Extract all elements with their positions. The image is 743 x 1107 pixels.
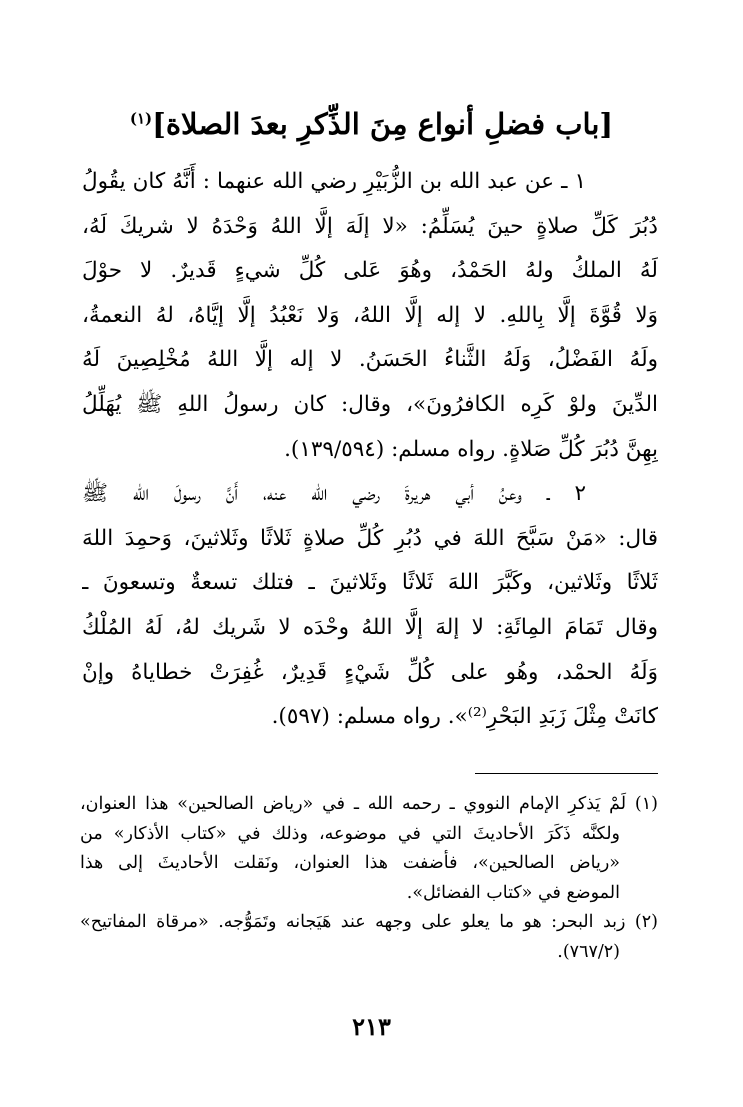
hadith-1-line-3: لَهُ الملكُ ولهُ الحَمْدُ، وهُوَ عَلى كُلِّ شيءٍ قَديرٌ. لا حوْلَ: [82, 258, 658, 284]
footnotes: [80, 790, 658, 967]
main-text: [82, 160, 658, 740]
footnote-1-line-1: (١) لَمْ يَذكرِ الإمام النووي ـ رحمه الله ـ في «رياض الصالحين» هذا العنوان،: [80, 794, 658, 814]
footnote-divider: [475, 773, 658, 774]
hadith-1-line-7: بِهِنَّ دُبُرَ كُلِّ صَلاةٍ. رواه مسلم: (١٣٩/٥٩٤).: [284, 436, 658, 462]
footnote-1-line-2: ولكنَّه ذَكَرَ الأحاديثَ التي في موضوعه، وذلك في «كتاب الأذكار» من: [80, 823, 620, 844]
hadith-1-line-6: الدِّينَ ولوْ كَرِه الكافرُونَ»، وقال: كان رسولُ اللهِ ﷺ يُهَلِّلُ: [82, 391, 658, 417]
hadith-2-line-4: وقال تَمَامَ المِائَةِ: لا إلهَ إلَّا اللهُ وحْدَه لا شَريك لهُ، لَهُ المُلْكُ: [82, 614, 658, 640]
chapter-title-text: [باب فضلِ أنواع مِنَ الذِّكرِ بعدَ الصلاة]: [152, 107, 614, 141]
hadith-2-line-2: قال: «مَنْ سَبَّحَ اللهَ في دُبُرِ كُلِّ صلاةٍ ثَلاثًا وثَلاثينَ، وَحمِدَ اللهَ: [82, 525, 658, 551]
hadith-2-line-1: ٢ ـ وعنُ أبي هريرةَ رضي الله عنه، أَنَّ رسولَ الله ﷺ: [82, 481, 586, 507]
page-number: ٢١٣: [352, 1012, 391, 1041]
footnote-reference-1: (١): [129, 109, 153, 128]
chapter-title: [60, 102, 683, 146]
footnote-1-line-4: الموضع في «كتاب الفضائل».: [406, 882, 620, 903]
footnote-2-line-1: (٢) زبد البحر: هو ما يعلو على وجهه عند هَيَجانه وتَمَوُّجه. «مرقاة المفاتيح»: [80, 912, 658, 932]
hadith-1-line-5: ولَهُ الفَضْلُ، وَلَهُ الثَّناءُ الحَسَنُ. لا إله إلَّا اللهُ مُخْلِصِينَ لَهُ: [82, 347, 658, 373]
footnote-1-line-3: «رياض الصالحين»، فأضفت هذا العنوان، ونَقلت الأحاديثَ إلى هذا: [80, 853, 620, 873]
hadith-1-line-1: ١ ـ عن عبد الله بن الزُّبَيْرِ رضي الله عنهما : أَنَّهُ كان يقُولُ: [82, 169, 586, 194]
hadith-1-line-2: دُبُرَ كَلِّ صلاةٍ حينَ يُسَلِّمُ: «لا إلَهَ إلَّا اللهُ وَحْدَهُ لا شريكَ لَهُ،: [82, 213, 658, 239]
hadith-2-line-3: ثَلاثًا وثَلاثين، وكَبَّرَ اللهَ ثَلاثًا وثَلاثينَ ـ فتلك تسعةٌ وتسعونَ ـ: [82, 570, 658, 596]
hadith-2-line-5: وَلَهُ الحمْد، وهُو على كُلِّ شَيْءٍ قَدِيرٌ، غُفِرَتْ خطاياهُ وإنْ: [82, 659, 658, 685]
hadith-1-line-4: وَلا قُوَّةَ إلَّا بِاللهِ. لا إله إلَّا اللهُ، وَلا نَعْبُدُ إلَّا إيَّاهُ، لهُ النعمةُ،: [82, 302, 658, 328]
hadith-2-line-6: كانَتْ مِثْلَ زَبَدِ البَحْرِ⁽²⁾». رواه مسلم: (٥٩٧).: [271, 704, 658, 730]
footnote-2-line-2: (٧٦٧/٢).: [557, 941, 620, 962]
